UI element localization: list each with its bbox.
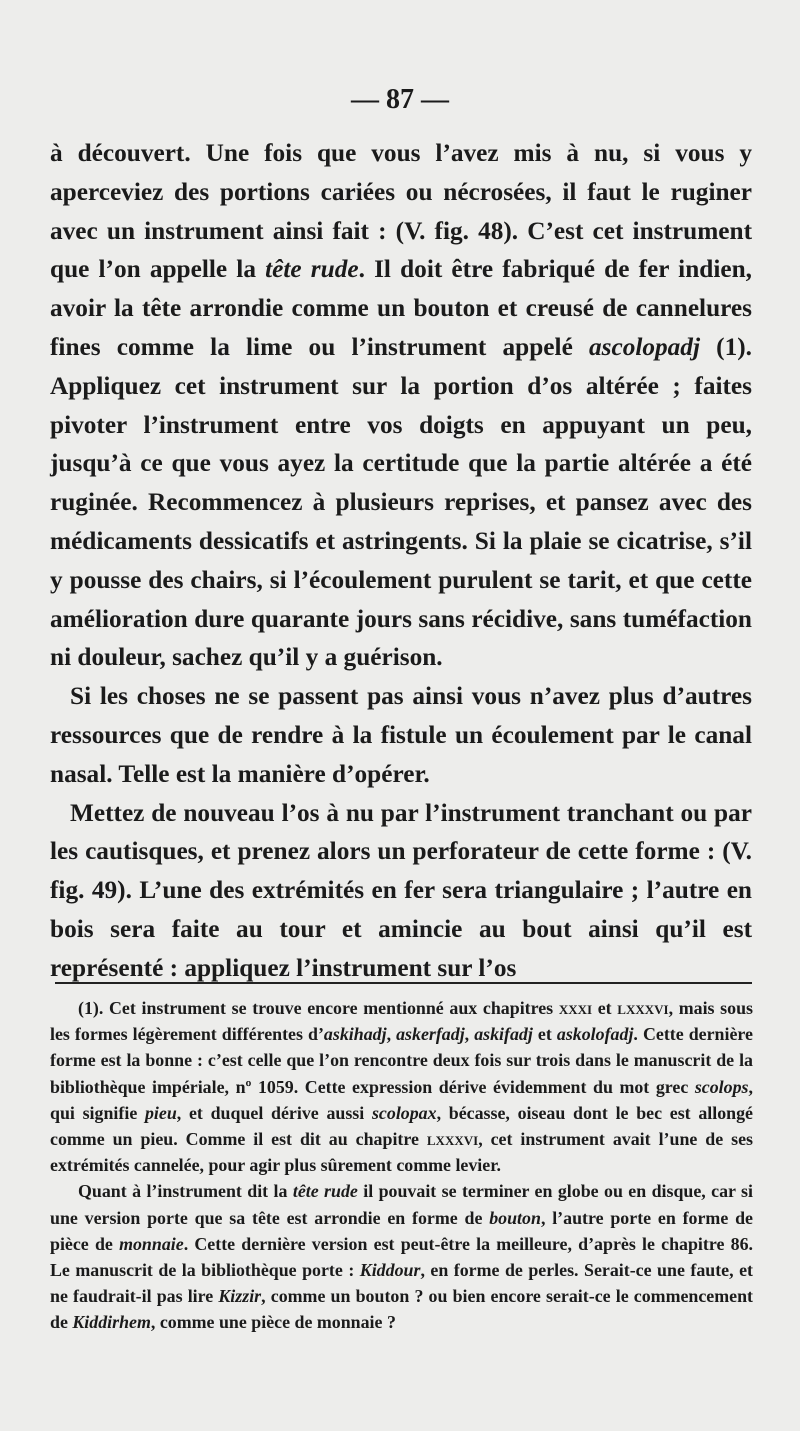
text-run: , [386, 1024, 397, 1045]
text-run: , et duquel dérive aussi [176, 1102, 372, 1123]
text-run: , [464, 1024, 475, 1045]
text-run: . Cette dernière version est peut-être la meilleure, d’après le chapitre 86. Le manuscrit de la bibliothèque porte : [50, 1233, 753, 1281]
paragraph-1 [50, 134, 752, 677]
text-run: , bécasse, oiseau dont le bec est allongé comme un pieu. Comme il est dit au chapitre [50, 1102, 753, 1150]
term-italic: scolops [694, 1076, 749, 1097]
paragraph-3: Mettez de nouveau l’os à nu par l’instrument tranchant ou par les cautisques, et prenez alors un perforateur de cette forme : (V. fig. 49). L’une des extrémités en fer sera triangulaire ; l’autre en bois sera faite au tour et amincie au bout ainsi qu’il est représenté : appliquez l’instrument sur l’os [50, 798, 752, 982]
text-run: (1). Appliquez cet instrument sur la portion d’os altérée ; faites pivoter l’instrument entre vos doigts en appuyant un peu, jusqu’à ce que vous ayez la certitude que la partie altérée a été ruginée. Recommencez à plusieurs reprises, et pansez avec des médicaments dessicatifs et astringents. Si la plaie se cicatrise, s’il y pousse des chairs, si l’écoulement purulent se tarit, et que cette amélioration dure quarante jours sans récidive, sans tuméfaction ni douleur, sachez qu’il y a guérison. [50, 332, 752, 672]
text-run: , qui signifie [50, 1076, 753, 1123]
term-italic: tête rude [292, 1181, 358, 1202]
term-italic: askolofadj [556, 1024, 634, 1045]
term-italic: askerfadj [396, 1024, 465, 1045]
text-run: Quant à l’instrument dit la [78, 1181, 293, 1202]
term-italic: Kizzir [218, 1286, 262, 1307]
paragraph-2: Si les choses ne se passent pas ainsi vous n’avez plus d’autres ressources que de rendre à la fistule un écoulement par le canal nasal. Telle est la manière d’opérer. [50, 682, 752, 788]
text-run: , mais sous les formes légèrement différentes d’ [50, 998, 753, 1045]
text-run: à découvert. Une fois que vous l’avez mis à nu, si vous y aperceviez des portions cariées ou nécrosées, il faut le ruginer avec un instrument ainsi fait : (V. fig. 48). C’est cet instrument que l’on appelle la [50, 139, 752, 284]
term-italic: bouton [489, 1207, 541, 1228]
term-italic: scolopax [371, 1102, 437, 1123]
term-italic: Kiddirhem [72, 1312, 151, 1333]
term-ascolopadj: ascolopadj [588, 332, 700, 361]
footnote-1 [50, 995, 753, 1178]
main-text [50, 134, 752, 988]
text-run: (1). Cet instrument se trouve encore mentionné aux chapitres [78, 998, 559, 1018]
text-run: , cet instrument avait l’une de ses extrémités cannelée, pour agir plus sûrement comme levier. [50, 1129, 754, 1176]
term-italic: askihadj [323, 1024, 387, 1045]
text-run: . Cette dernière forme est la bonne : c’est celle que l’on rencontre deux fois sur trois dans le manuscrit de la bibliothèque impériale, nº 1059. Cette expression dérive évidemment du mot grec [50, 1024, 753, 1097]
chapter-numeral: xxxi [558, 998, 593, 1018]
chapter-numeral: lxxxvi [426, 1129, 479, 1150]
term-italic: Kiddour [359, 1260, 421, 1281]
chapter-numeral: lxxxvi [617, 998, 669, 1018]
text-run: , l’autre porte en forme de pièce de [50, 1207, 753, 1254]
footnote-2 [50, 1178, 753, 1335]
text-run: , comme un bouton ? ou bien encore serait-ce le commencement de [50, 1286, 754, 1333]
term-italic: pieu [144, 1102, 177, 1123]
text-run: , en forme de perles. Serait-ce une faute, et ne faudrait-il pas lire [50, 1260, 753, 1307]
text-run: et [592, 998, 618, 1018]
text-run: . Il doit être fabriqué de fer indien, avoir la tête arrondie comme un bouton et creusé de cannelures fines comme la lime ou l’instrument appelé [50, 255, 753, 361]
page-number: — 87 — [351, 84, 449, 115]
term-tete-rude: tête rude [265, 255, 359, 284]
footnote-divider [55, 982, 752, 984]
term-italic: monnaie [119, 1233, 184, 1254]
text-run: , comme une pièce de monnaie ? [150, 1312, 396, 1333]
footnotes [50, 995, 753, 1336]
text-run: il pouvait se terminer en globe ou en disque, car si une version porte que sa tête est arrondie en forme de [50, 1181, 753, 1228]
text-run: et [532, 1024, 557, 1045]
term-italic: askifadj [474, 1024, 533, 1045]
